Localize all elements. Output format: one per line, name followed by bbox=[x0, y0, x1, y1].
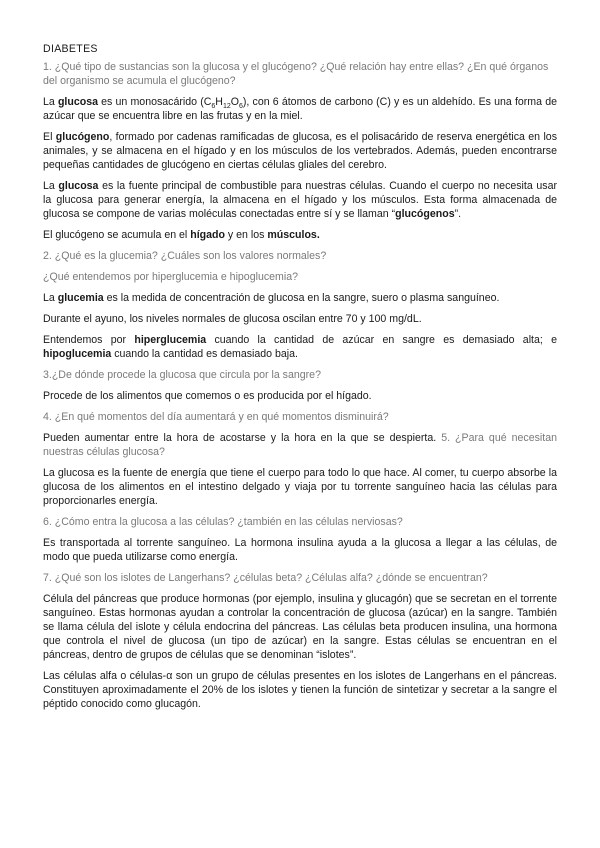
question-4: 4. ¿En qué momentos del día aumentará y en qué momentos disminuirá? bbox=[43, 411, 389, 423]
answer-5: La glucosa es la fuente de energía que tiene el cuerpo para todo lo que hace. Al comer, tu cuerpo absorbe la glucosa de los alimentos en el intestino delgado y viaja por tu torrente sanguíneo hacia las células para proporcionarles energía. bbox=[43, 467, 557, 507]
answer-2-paragraph-1: La glucemia es la medida de concentración de glucosa en la sangre, suero o plasma sanguíneo. bbox=[43, 292, 500, 304]
answer-4: Pueden aumentar entre la hora de acostarse y la hora en la que se despierta. bbox=[43, 432, 442, 444]
document-title: DIABETES bbox=[43, 43, 98, 55]
answer-6: Es transportada al torrente sanguíneo. La hormona insulina ayuda a la glucosa a llegar a las células, de modo que pueda utilizarse como energía. bbox=[43, 537, 557, 563]
question-2b: ¿Qué entendemos por hiperglucemia e hipoglucemia? bbox=[43, 271, 298, 283]
question-7: 7. ¿Qué son los islotes de Langerhans? ¿células beta? ¿Células alfa? ¿dónde se encuentran? bbox=[43, 572, 488, 584]
question-2a: 2. ¿Qué es la glucemia? ¿Cuáles son los valores normales? bbox=[43, 250, 327, 262]
answer-7-paragraph-1: Célula del páncreas que produce hormonas (por ejemplo, insulina y glucagón) que se secretan en el torrente sanguíneo. Estas hormonas ayudan a controlar la concentración de glucosa (azúcar) en la sangre. También se llama célula del islote y célula endocrina del páncreas. Las células beta producen insulina, una hormona que controla el nivel de glucosa (un tipo de azúcar) en la sangre. Estas células se encuentran en el páncreas, dentro de grupos de células que se denominan “islotes”. bbox=[43, 593, 557, 661]
answer-2-paragraph-2: Durante el ayuno, los niveles normales de glucosa oscilan entre 70 y 100 mg/dL. bbox=[43, 313, 422, 325]
question-3: 3.¿De dónde procede la glucosa que circula por la sangre? bbox=[43, 369, 321, 381]
answer-1-paragraph-2: El glucógeno, formado por cadenas ramificadas de glucosa, es el polisacárido de reserva energética en los animales, y se almacena en el hígado y en los músculos de los vertebrados. Además, pueden encontrarse pequeñas cantidades de glucógeno en ciertas células gliales del cerebro. bbox=[43, 131, 557, 171]
answer-4-with-question-5 bbox=[43, 431, 557, 459]
document-body bbox=[43, 42, 557, 718]
question-6: 6. ¿Cómo entra la glucosa a las células? ¿también en las células nerviosas? bbox=[43, 516, 403, 528]
answer-1-paragraph-1: La glucosa es un monosacárido $(C_6H_{12}O_6)$, con 6 átomos de carbono (C) y es un aldehído. Es una forma de azúcar que se encuentra libre en las frutas y en la miel. bbox=[43, 96, 557, 122]
answer-7-paragraph-2: Las células alfa o células-α son un grupo de células presentes en los islotes de Langerhans en el páncreas. Constituyen aproximadamente el 20% de los islotes y tienen la función de sintetizar y secretar a la sangre el péptido conocido como glucagón. bbox=[43, 670, 557, 710]
answer-2-paragraph-3: Entendemos por hiperglucemia cuando la cantidad de azúcar en sangre es demasiado alta; e hipoglucemia cuando la cantidad es demasiado baja. bbox=[43, 334, 557, 360]
question-1: 1. ¿Qué tipo de sustancias son la glucosa y el glucógeno? ¿Qué relación hay entre ellas? ¿En qué órganos del organismo se acumula el glucógeno? bbox=[43, 61, 549, 87]
answer-1-paragraph-3: La glucosa es la fuente principal de combustible para nuestras células. Cuando el cuerpo no necesita usar la glucosa para generar energía, la almacena en el hígado y los músculos. Esta forma almacenada de glucosa se compone de varias moléculas conectadas entre sí y se llaman “glucógenos”. bbox=[43, 180, 557, 220]
answer-3: Procede de los alimentos que comemos o es producida por el hígado. bbox=[43, 390, 372, 402]
answer-1-paragraph-4: El glucógeno se acumula en el hígado y en los músculos. bbox=[43, 229, 320, 241]
question-5: 5. ¿Para qué necesitan nuestras células glucosa? bbox=[43, 432, 557, 458]
